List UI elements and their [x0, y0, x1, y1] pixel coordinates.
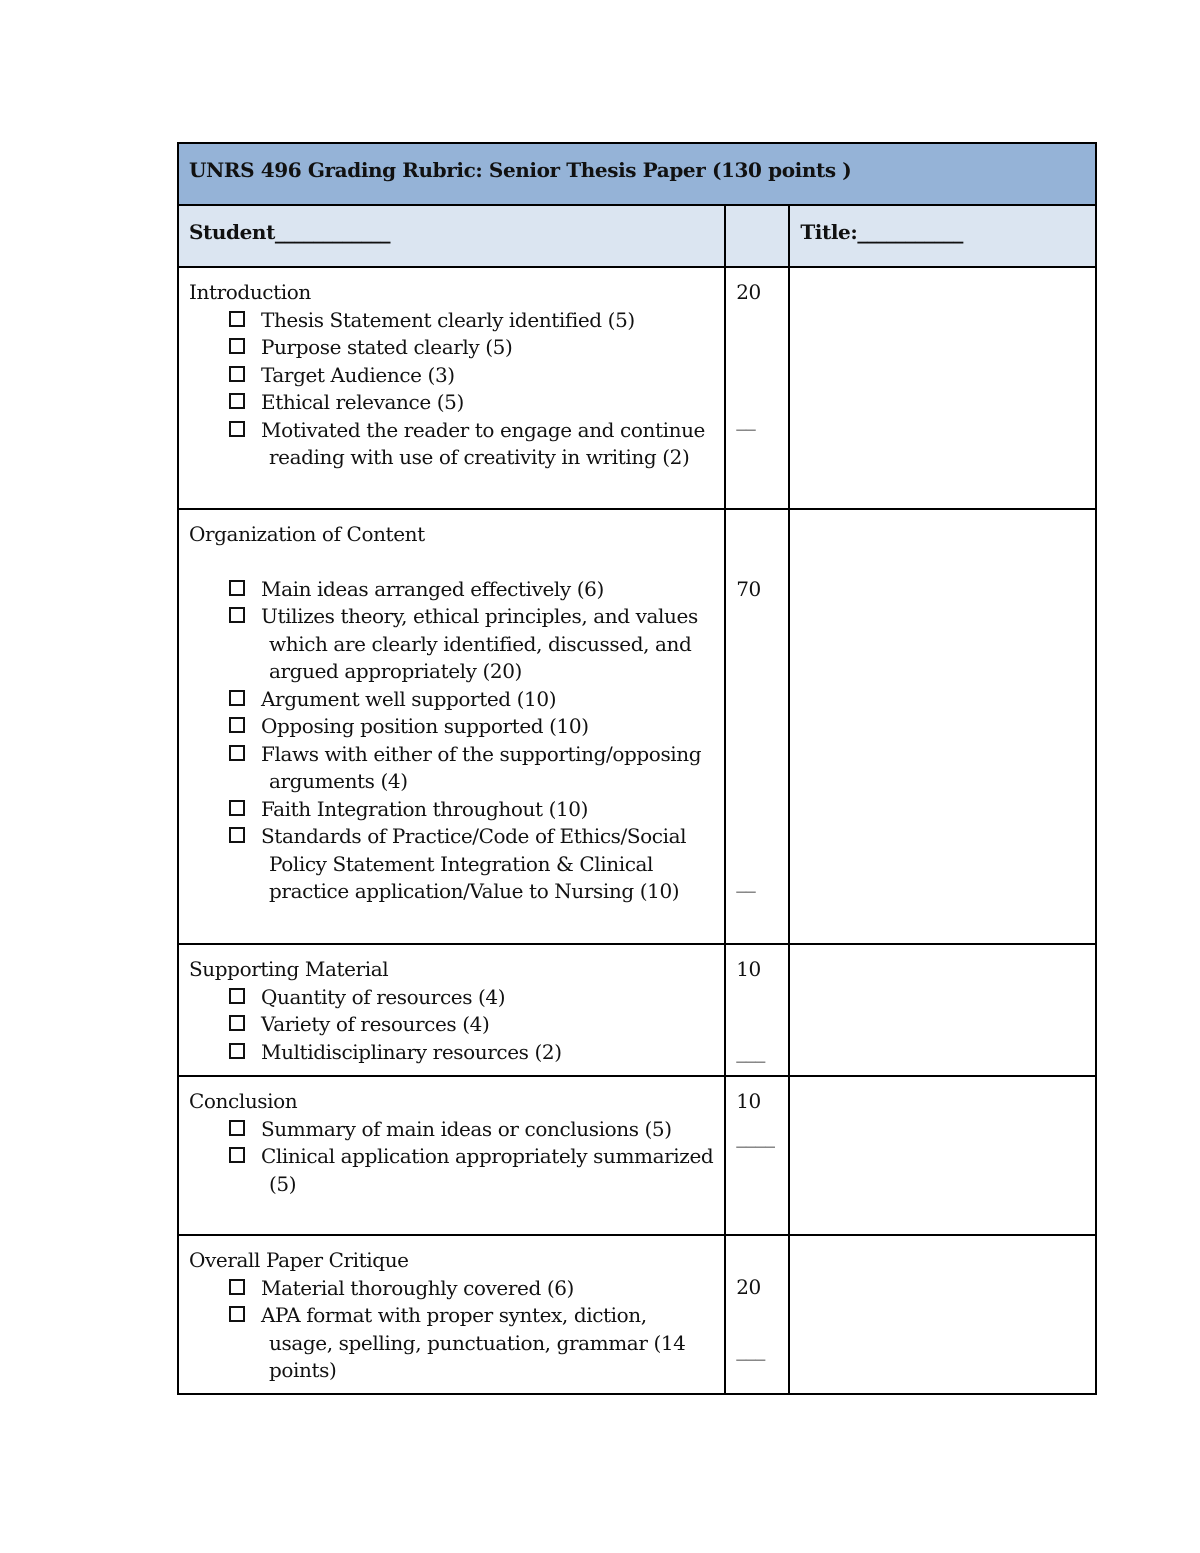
rubric-header-row: [178, 205, 1096, 267]
criteria-cell: [178, 509, 725, 944]
rubric-item: Standards of Practice/Code of Ethics/Social Policy Statement Integration & Clinical practice application/Value to Nursing (10): [189, 823, 716, 906]
section-row-overall-critique: [178, 1235, 1096, 1394]
section-title: Organization of Content: [189, 522, 425, 546]
checkbox-icon: [229, 607, 245, 623]
points-cell: [725, 267, 789, 509]
points-cell: [725, 1076, 789, 1235]
comment-cell: [789, 267, 1096, 509]
rubric-item: Material thoroughly covered (6): [189, 1275, 716, 1303]
rubric-item: Multidisciplinary resources (2): [189, 1039, 716, 1067]
checkbox-icon: [229, 1147, 245, 1163]
rubric-item: Purpose stated clearly (5): [189, 334, 716, 362]
rubric-item: Argument well supported (10): [189, 686, 716, 714]
checkbox-icon: [229, 338, 245, 354]
rubric-title-row: [178, 143, 1096, 205]
rubric-title: UNRS 496 Grading Rubric: Senior Thesis Paper (130 points ): [178, 143, 1096, 205]
section-row-introduction: [178, 267, 1096, 509]
comment-cell: [789, 1076, 1096, 1235]
section-title: Introduction: [189, 280, 311, 304]
section-points: 10: [736, 1089, 761, 1113]
score-blank: ___: [736, 1039, 765, 1063]
checkbox-icon: [229, 800, 245, 816]
rubric-item: APA format with proper syntex, diction, usage, spelling, punctuation, grammar (14 points): [189, 1302, 716, 1385]
title-field: Title:___________: [789, 205, 1096, 267]
rubric-item: Opposing position supported (10): [189, 713, 716, 741]
checkbox-icon: [229, 366, 245, 382]
section-title: Conclusion: [189, 1089, 298, 1113]
checkbox-icon: [229, 1120, 245, 1136]
rubric-item: Utilizes theory, ethical principles, and values which are clearly identified, discussed, and argued appropriately (20): [189, 603, 716, 686]
comment-cell: [789, 509, 1096, 944]
rubric-item: Motivated the reader to engage and continue reading with use of creativity in writing (2): [189, 417, 716, 472]
checkbox-icon: [229, 1043, 245, 1059]
checkbox-icon: [229, 311, 245, 327]
rubric-item: Ethical relevance (5): [189, 389, 716, 417]
header-blank-cell: [725, 205, 789, 267]
grading-rubric-table: [177, 142, 1097, 1395]
checkbox-icon: [229, 393, 245, 409]
checkbox-icon: [229, 690, 245, 706]
section-row-conclusion: [178, 1076, 1096, 1235]
section-points: 20: [736, 280, 761, 304]
score-blank: ___: [736, 1337, 765, 1361]
rubric-item: Thesis Statement clearly identified (5): [189, 307, 716, 335]
checkbox-icon: [229, 988, 245, 1004]
section-points: 20: [736, 1275, 761, 1299]
criteria-cell: [178, 1235, 725, 1394]
rubric-item: Target Audience (3): [189, 362, 716, 390]
section-row-supporting-material: [178, 944, 1096, 1076]
checkbox-icon: [229, 827, 245, 843]
rubric-item: Flaws with either of the supporting/opposing arguments (4): [189, 741, 716, 796]
criteria-cell: [178, 944, 725, 1076]
checkbox-icon: [229, 717, 245, 733]
checkbox-icon: [229, 1015, 245, 1031]
points-cell: [725, 944, 789, 1076]
checkbox-icon: [229, 1306, 245, 1322]
student-field: Student____________: [178, 205, 725, 267]
rubric-item: Clinical application appropriately summarized (5): [189, 1143, 716, 1198]
comment-cell: [789, 1235, 1096, 1394]
checkbox-icon: [229, 421, 245, 437]
section-title: Overall Paper Critique: [189, 1248, 409, 1272]
checkbox-icon: [229, 1279, 245, 1295]
rubric-item: Faith Integration throughout (10): [189, 796, 716, 824]
checkbox-icon: [229, 580, 245, 596]
section-title: Supporting Material: [189, 957, 389, 981]
score-blank: __: [736, 869, 756, 893]
rubric-item: Main ideas arranged effectively (6): [189, 576, 716, 604]
points-cell: [725, 1235, 789, 1394]
points-cell: [725, 509, 789, 944]
section-points: 70: [736, 577, 761, 601]
comment-cell: [789, 944, 1096, 1076]
section-points: 10: [736, 957, 761, 981]
rubric-item: Quantity of resources (4): [189, 984, 716, 1012]
rubric-item: Summary of main ideas or conclusions (5): [189, 1116, 716, 1144]
section-row-organization: [178, 509, 1096, 944]
score-blank: ____: [736, 1124, 775, 1148]
checkbox-icon: [229, 745, 245, 761]
criteria-cell: [178, 1076, 725, 1235]
rubric-item: Variety of resources (4): [189, 1011, 716, 1039]
criteria-cell: [178, 267, 725, 509]
score-blank: __: [736, 407, 756, 431]
